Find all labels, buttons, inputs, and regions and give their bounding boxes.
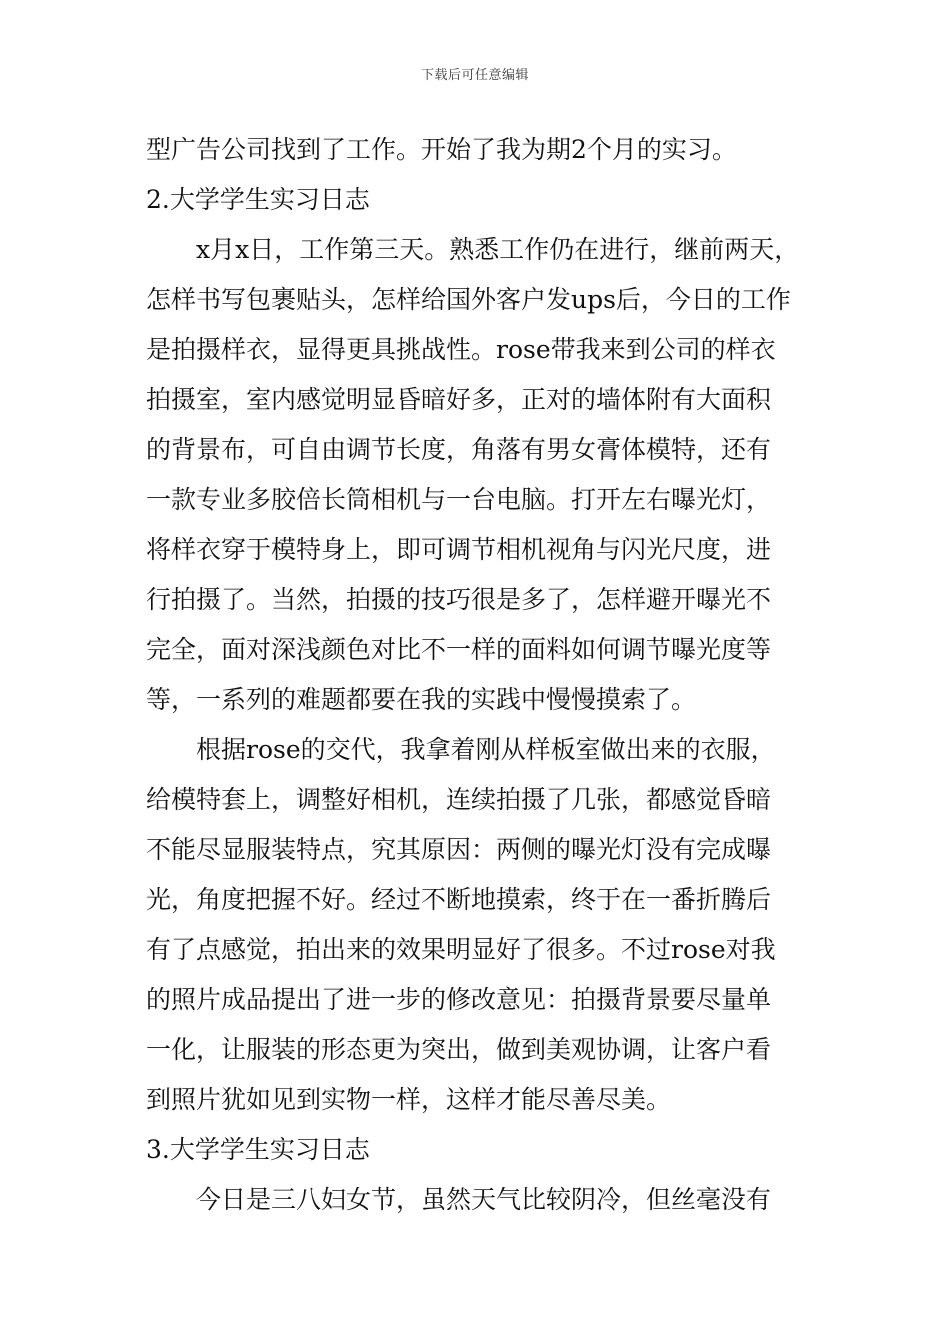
text-line: 行拍摄了。当然，拍摄的技巧很是多了，怎样避开曝光不 xyxy=(146,585,772,614)
text-line: 给模特套上，调整好相机，连续拍摄了几张，都感觉昏暗 xyxy=(146,785,772,814)
text-line: 光，角度把握不好。经过不断地摸索，终于在一番折腾后 xyxy=(146,885,772,914)
text-line: 是拍摄样衣，显得更具挑战性。rose带我来到公司的样衣 xyxy=(146,335,776,364)
text-line: 等，一系列的难题都要在我的实践中慢慢摸索了。 xyxy=(146,685,697,714)
text-line: 根据rose的交代，我拿着刚从样板室做出来的衣服， xyxy=(196,735,776,764)
text-line: 有了点感觉，拍出来的效果明显好了很多。不过rose对我 xyxy=(146,935,776,964)
text-line: 一化，让服装的形态更为突出，做到美观协调，让客户看 xyxy=(146,1035,772,1064)
text-line: 拍摄室，室内感觉明显昏暗好多，正对的墙体附有大面积 xyxy=(146,385,772,414)
text-line: 型广告公司找到了工作。开始了我为期2个月的实习。 xyxy=(146,135,737,164)
section-heading: 3.大学学生实习日志 xyxy=(146,1135,370,1164)
text-line: 今日是三八妇女节，虽然天气比较阴冷，但丝毫没有 xyxy=(196,1185,772,1214)
text-line: 的背景布，可自由调节长度，角落有男女膏体模特，还有 xyxy=(146,435,772,464)
page-header: 下载后可任意编辑 xyxy=(420,68,529,83)
text-line: x月x日，工作第三天。熟悉工作仍在进行，继前两天， xyxy=(196,235,800,264)
text-line: 一款专业多胶倍长筒相机与一台电脑。打开左右曝光灯， xyxy=(146,485,772,514)
text-line: 到照片犹如见到实物一样，这样才能尽善尽美。 xyxy=(146,1085,672,1114)
text-line: 的照片成品提出了进一步的修改意见：拍摄背景要尽量单 xyxy=(146,985,772,1014)
text-line: 怎样书写包裹贴头，怎样给国外客户发ups后，今日的工作 xyxy=(146,285,791,314)
text-line: 不能尽显服装特点，究其原因：两侧的曝光灯没有完成曝 xyxy=(146,835,772,864)
text-line: 完全，面对深浅颜色对比不一样的面料如何调节曝光度等 xyxy=(146,635,772,664)
section-heading: 2.大学学生实习日志 xyxy=(146,185,370,214)
text-line: 将样衣穿于模特身上，即可调节相机视角与闪光尺度，进 xyxy=(146,535,772,564)
